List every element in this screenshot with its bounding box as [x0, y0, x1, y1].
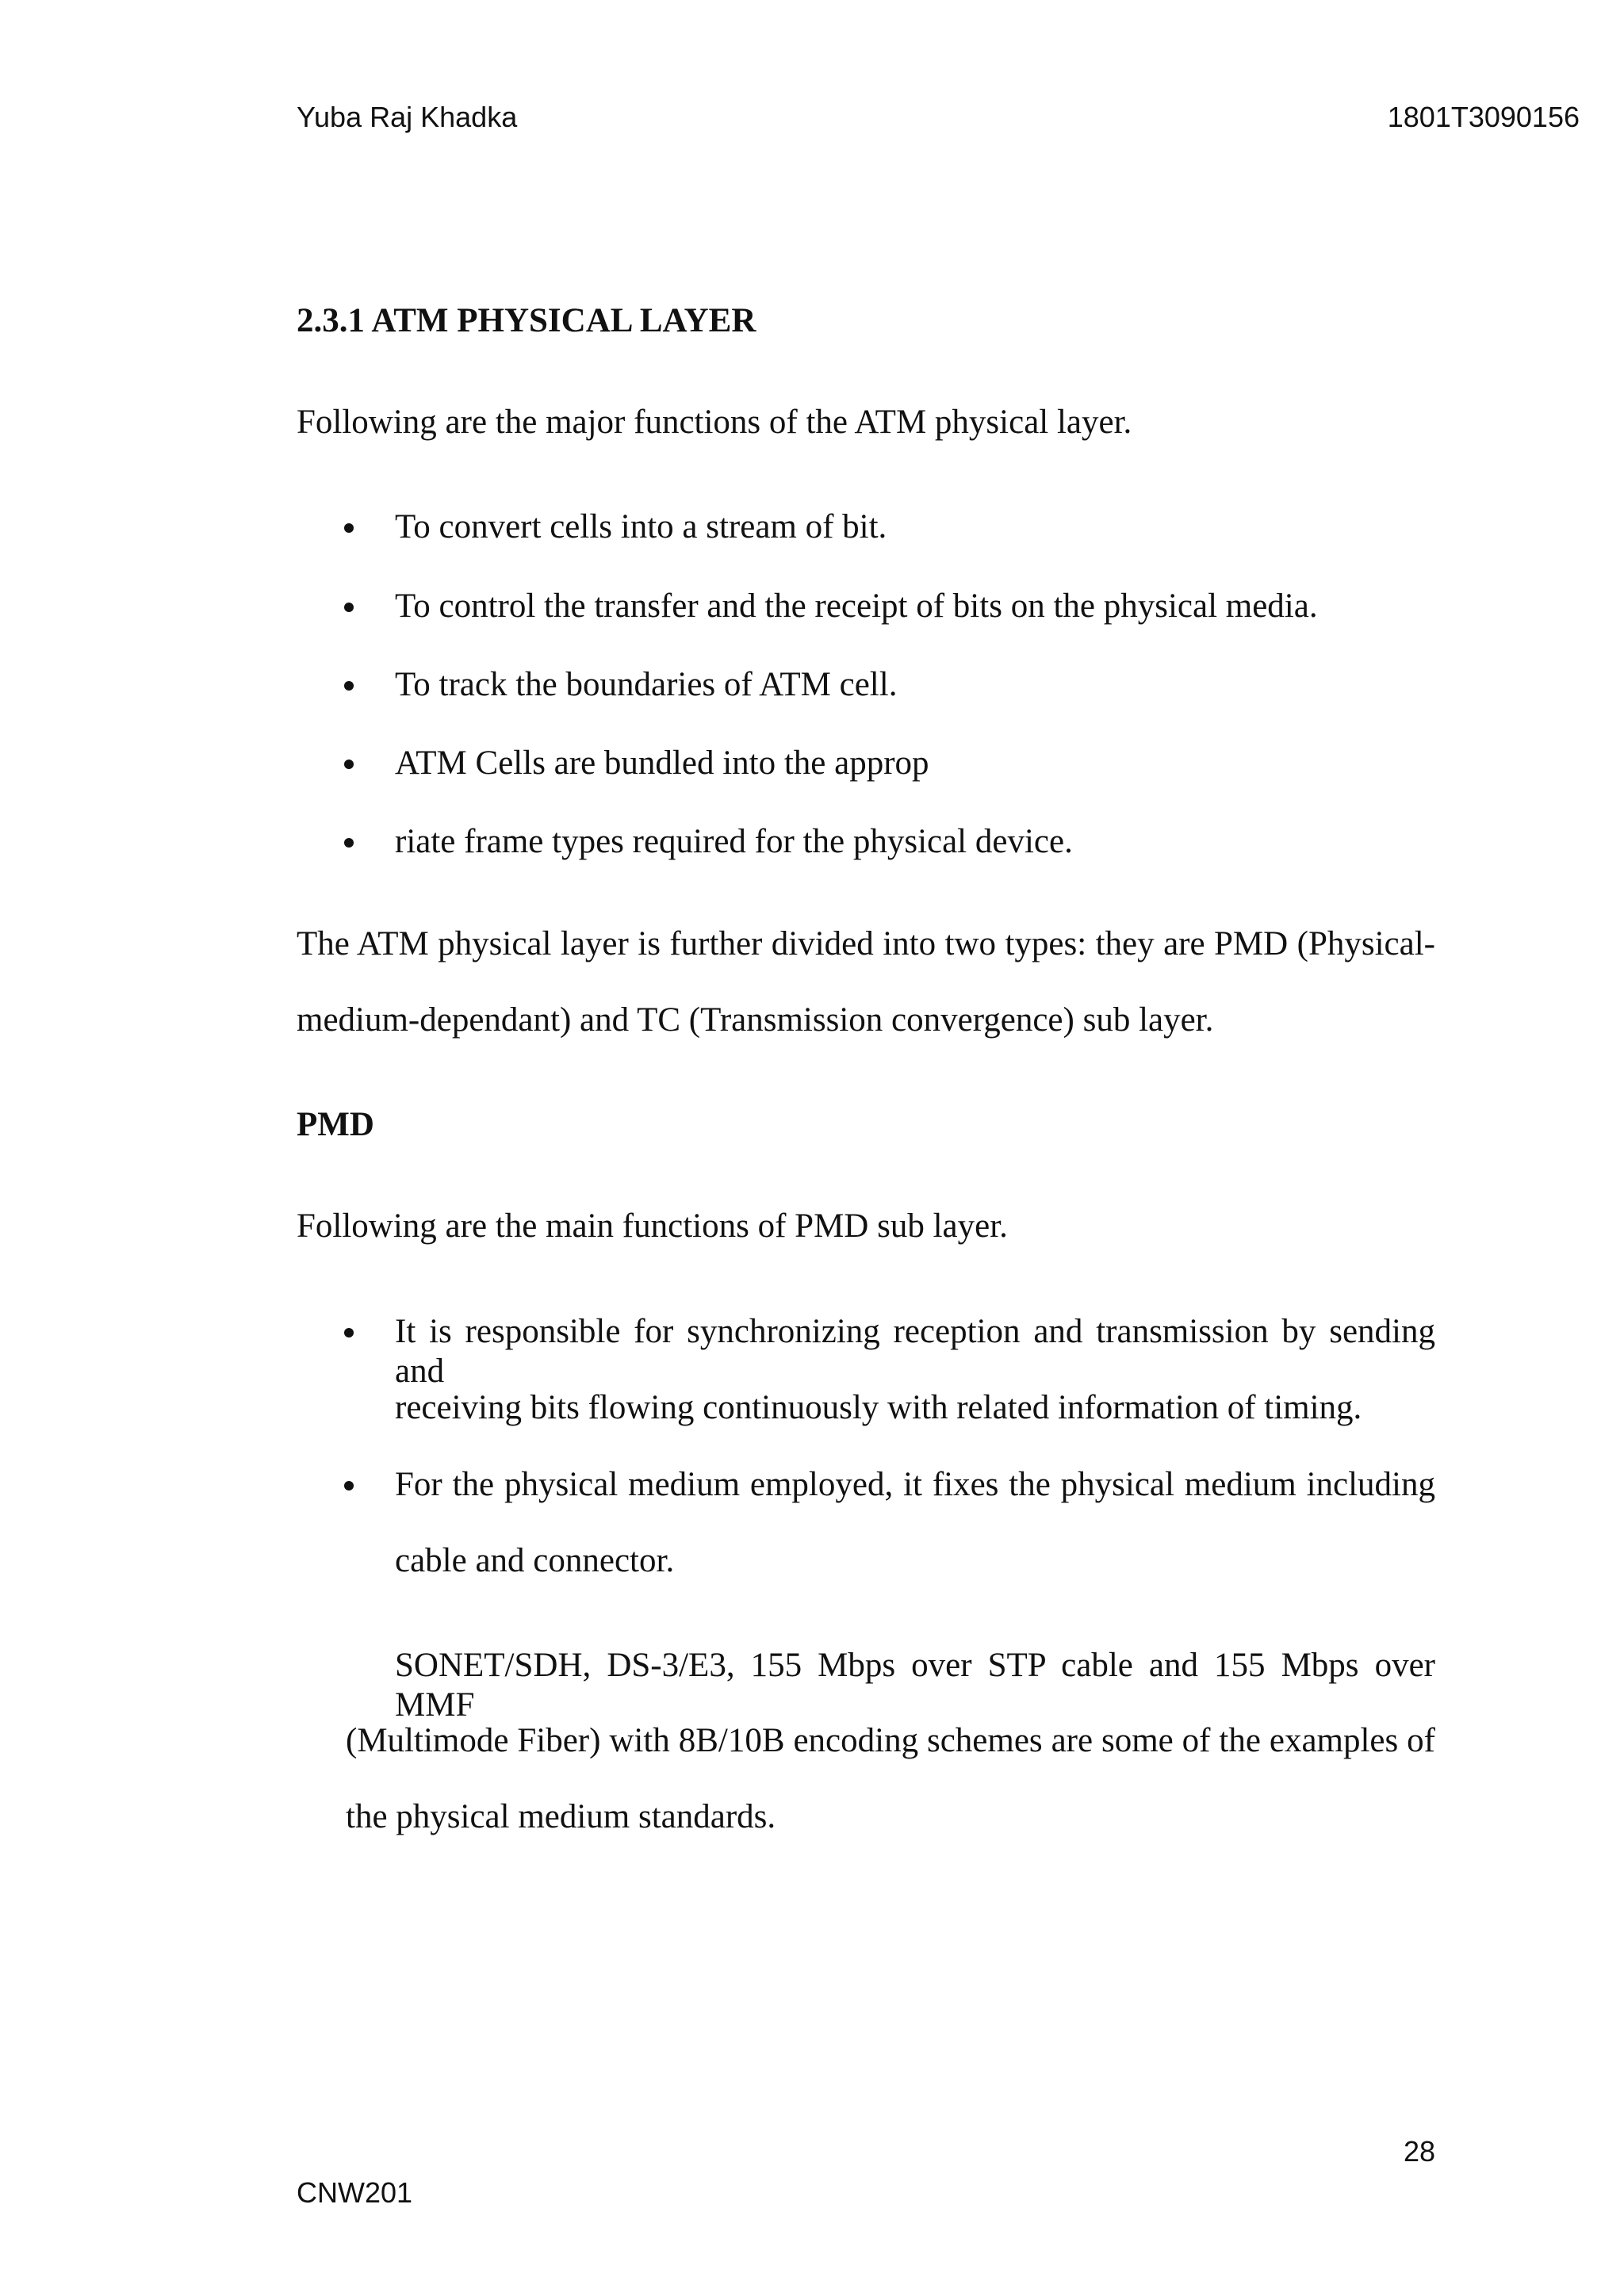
section-paragraph-line: medium-dependant) and TC (Transmission convergence) sub layer. — [297, 1001, 1214, 1039]
header-author: Yuba Raj Khadka — [297, 101, 518, 133]
bullet-icon — [344, 1481, 354, 1490]
pmd-note-line: (Multimode Fiber) with 8B/10B encoding schemes are some of the examples of — [346, 1722, 1435, 1759]
list-item-text: To track the boundaries of ATM cell. — [395, 666, 898, 703]
header-student-id: 1801T3090156 — [1387, 101, 1580, 133]
bullet-icon — [344, 838, 354, 848]
bullet-icon — [344, 1328, 354, 1337]
list-item-text: riate frame types required for the physical device. — [395, 823, 1073, 860]
section-heading: 2.3.1 ATM PHYSICAL LAYER — [297, 302, 756, 339]
section-intro: Following are the major functions of the ATM physical layer. — [297, 404, 1132, 441]
list-item-text: cable and connector. — [395, 1542, 675, 1579]
bullet-icon — [344, 681, 354, 691]
pmd-intro: Following are the main functions of PMD sub layer. — [297, 1207, 1008, 1245]
list-item-text: For the physical medium employed, it fixes the physical medium including — [395, 1466, 1435, 1503]
page-number: 28 — [1403, 2135, 1435, 2168]
pmd-heading: PMD — [297, 1106, 374, 1143]
pmd-note-line: the physical medium standards. — [346, 1798, 776, 1835]
course-code: CNW201 — [297, 2176, 413, 2209]
list-item-text: To convert cells into a stream of bit. — [395, 508, 887, 545]
list-item-text: receiving bits flowing continuously with related information of timing. — [395, 1389, 1362, 1426]
list-item-text: ATM Cells are bundled into the approp — [395, 744, 929, 782]
bullet-icon — [344, 523, 354, 533]
bullet-icon — [344, 760, 354, 769]
list-item-text: To control the transfer and the receipt of bits on the physical media. — [395, 587, 1318, 625]
bullet-icon — [344, 603, 354, 612]
pmd-note-line: SONET/SDH, DS-3/E3, 155 Mbps over STP cable and 155 Mbps over MMF — [395, 1647, 1435, 1724]
list-item-text: It is responsible for synchronizing reception and transmission by sending and — [395, 1313, 1435, 1390]
section-paragraph-line: The ATM physical layer is further divided into two types: they are PMD (Physical- — [297, 925, 1435, 962]
